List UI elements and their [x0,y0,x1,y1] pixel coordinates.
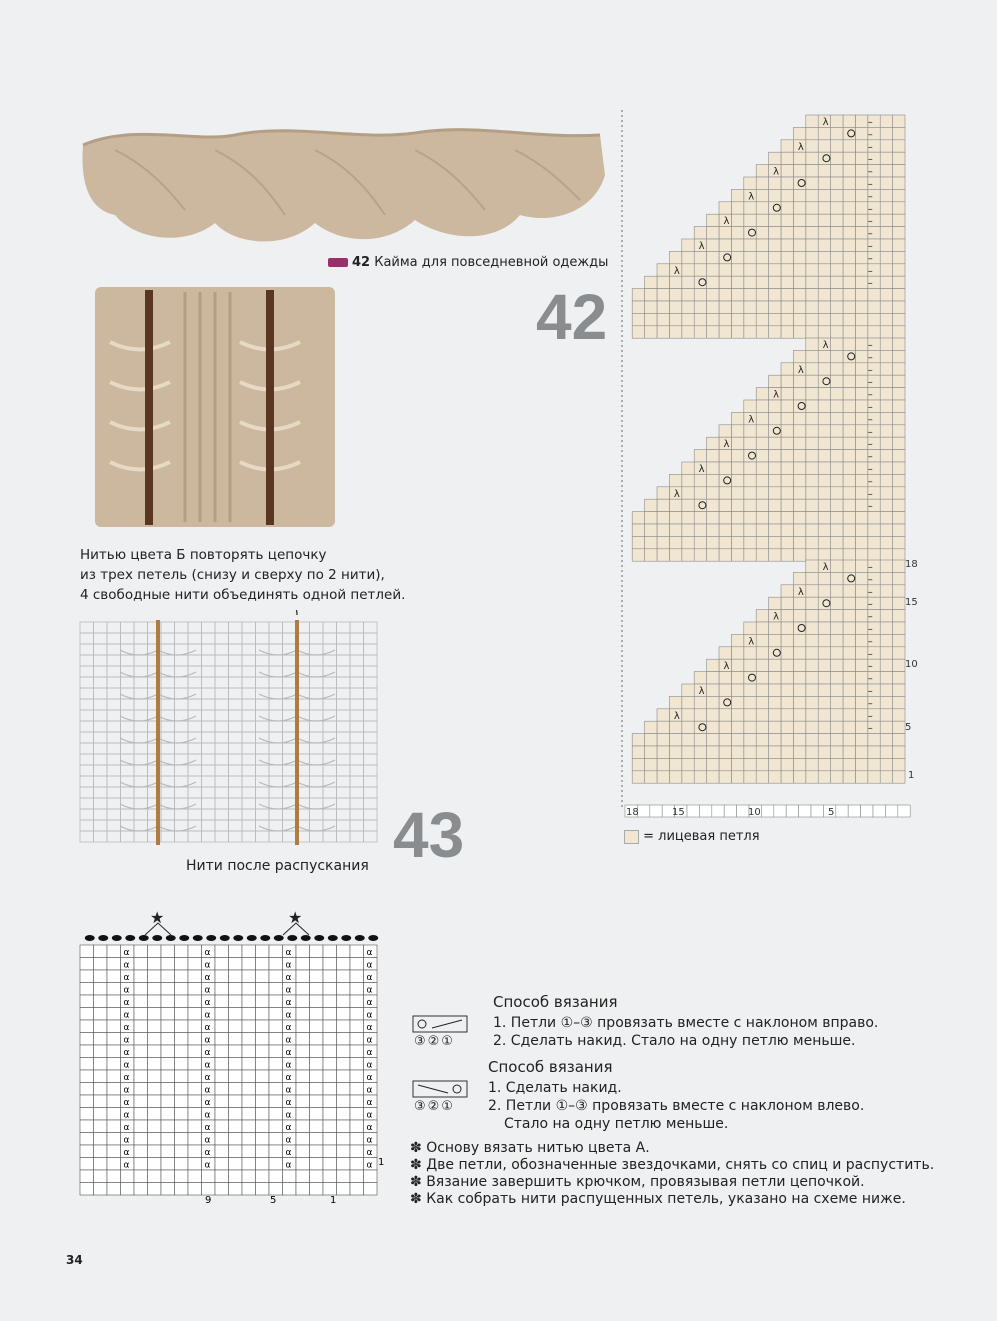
svg-text:1: 1 [330,1195,337,1206]
svg-text:α: α [204,1110,211,1121]
svg-text:λ: λ [797,364,804,376]
svg-text:α: α [123,1073,130,1083]
svg-text:α: α [204,1073,211,1083]
pattern-42-caption: 42 Кайма для повседневной одежды [328,255,608,270]
svg-text:–: – [867,562,873,573]
svg-text:–: – [867,402,873,413]
svg-text:–: – [867,574,873,586]
svg-text:α: α [366,1148,373,1158]
svg-text:α: α [366,960,373,971]
svg-text:–: – [867,464,873,475]
svg-text:–: – [867,203,873,215]
svg-text:α: α [285,960,292,971]
svg-text:–: – [867,166,873,178]
svg-text:α: α [204,1010,211,1021]
svg-text:–: – [867,179,873,190]
svg-text:α: α [285,1010,292,1021]
svg-text:α: α [366,985,373,996]
svg-text:α: α [285,1135,292,1146]
svg-text:α: α [366,1135,373,1146]
legend-knit-stitch: = лицевая петля [624,829,760,844]
svg-text:α: α [204,1123,211,1133]
svg-text:λ: λ [723,661,730,673]
list-item: ✽ Основу вязать нитью цвета А. [410,1140,650,1156]
method-1: Способ вязания 1. Петли ①–③ провязать вместе с наклоном вправо. 2. Сделать накид. Стало на одну петлю меньше. [493,993,879,1049]
pattern-43-assembly-chart [75,610,395,860]
svg-text:α: α [123,1023,130,1033]
svg-text:α: α [366,1060,373,1071]
pattern-43-chart [75,905,395,1210]
svg-text:λ: λ [797,586,804,598]
svg-text:λ: λ [698,464,705,475]
svg-text:10: 10 [748,807,761,818]
svg-text:α: α [366,1085,373,1096]
svg-text:5: 5 [905,722,912,733]
svg-text:α: α [285,973,292,983]
page-number: 34 [66,1253,83,1267]
yarn-over-icon [453,1085,461,1093]
svg-text:–: – [867,141,873,153]
svg-text:–: – [867,648,873,660]
svg-text:α: α [123,948,130,958]
svg-text:λ: λ [773,166,780,178]
method-1-title: Способ вязания [493,993,618,1011]
svg-text:α: α [123,1085,130,1096]
list-item: ✽ Как собрать нити распущенных петель, указано на схеме ниже. [410,1191,906,1207]
row-labels [905,559,918,781]
svg-text:α: α [204,1048,211,1058]
svg-text:–: – [867,129,873,141]
svg-text:α: α [204,973,211,983]
star-icon: ★ [150,908,165,927]
svg-text:–: – [867,352,873,364]
svg-text:α: α [285,1098,292,1108]
svg-text:15: 15 [672,807,685,818]
svg-text:α: α [285,1023,292,1033]
svg-text:–: – [867,439,873,451]
svg-text:α: α [123,960,130,971]
svg-text:α: α [204,998,211,1008]
pattern-42-chart [620,110,920,830]
pattern-43-number: 43 [393,799,465,871]
svg-text:–: – [867,340,873,351]
svg-text:5: 5 [828,807,835,818]
svg-text:–: – [867,426,873,438]
bullet-icon: ✽ [410,1157,427,1173]
svg-text:λ: λ [673,488,680,500]
svg-text:λ: λ [698,686,705,697]
svg-text:α: α [204,1035,211,1046]
svg-text:α: α [285,948,292,958]
bullet-icon: ✽ [410,1174,427,1190]
svg-text:α: α [123,1010,130,1021]
svg-text:α: α [366,1048,373,1058]
svg-text:λ: λ [822,340,829,351]
svg-text:α: α [285,1148,292,1158]
svg-text:α: α [123,998,130,1008]
svg-text:α: α [204,985,211,996]
svg-text:λ: λ [822,562,829,573]
svg-text:α: α [285,1073,292,1083]
svg-text:1: 1 [908,770,915,781]
svg-text:λ: λ [822,117,829,128]
svg-text:–: – [867,389,873,401]
svg-text:α: α [123,973,130,983]
svg-text:–: – [867,278,873,290]
svg-text:α: α [285,1110,292,1121]
svg-text:α: α [123,1110,130,1121]
svg-text:λ: λ [673,265,680,277]
svg-text:15: 15 [905,597,918,608]
svg-text:α: α [366,948,373,958]
pattern-42-number: 42 [536,281,608,353]
svg-text:λ: λ [723,216,730,228]
method-1-circles: ③②① [414,1034,455,1049]
svg-text:–: – [867,501,873,513]
pattern-43-note: Нитью цвета Б повторять цепочку из трех петель (снизу и сверху по 2 нити), 4 свободные нити объединять одной петлей. [80,547,406,603]
svg-text:α: α [204,1023,211,1033]
svg-text:α: α [285,1085,292,1096]
instructions-list [410,1140,934,1208]
svg-text:–: – [867,586,873,598]
svg-text:–: – [867,476,873,488]
svg-text:α: α [123,1123,130,1133]
svg-text:–: – [867,253,873,265]
pointing-hand-icon [328,258,348,267]
dropped-stitch-swatch-photo [90,282,340,532]
svg-text:α: α [366,1023,373,1033]
svg-text:α: α [123,1035,130,1046]
svg-text:–: – [867,216,873,228]
svg-text:α: α [204,1160,211,1171]
svg-text:λ: λ [723,439,730,451]
after-unravel-caption: Нити после распускания [186,858,369,874]
svg-text:5: 5 [270,1195,277,1206]
svg-text:α: α [285,1048,292,1058]
list-item: ✽ Две петли, обозначенные звездочками, снять со спиц и распустить. [410,1157,935,1173]
svg-text:–: – [867,698,873,710]
svg-text:1: 1 [378,1157,385,1168]
decrease-right-symbol [412,1015,472,1035]
svg-text:α: α [285,998,292,1008]
svg-text:–: – [867,661,873,673]
svg-text:α: α [366,1073,373,1083]
note-arrow [289,610,297,615]
svg-text:–: – [867,723,873,735]
svg-text:–: – [867,154,873,166]
svg-text:α: α [123,985,130,996]
svg-text:α: α [123,1048,130,1058]
method-2-circles: ③②① [414,1099,455,1114]
svg-text:α: α [123,1148,130,1158]
svg-text:18: 18 [626,807,639,818]
svg-text:–: – [867,451,873,463]
svg-text:–: – [867,377,873,389]
svg-text:α: α [366,973,373,983]
svg-text:–: – [867,673,873,685]
svg-text:–: – [867,117,873,128]
svg-text:α: α [366,1035,373,1046]
svg-text:α: α [366,1010,373,1021]
svg-text:9: 9 [205,1195,212,1206]
svg-text:α: α [285,1160,292,1171]
svg-text:α: α [285,1123,292,1133]
svg-text:–: – [867,241,873,252]
svg-text:–: – [867,611,873,623]
svg-text:α: α [204,948,211,958]
svg-text:–: – [867,599,873,611]
method-2: Способ вязания 1. Сделать накид. 2. Петли ①–③ провязать вместе с наклоном влево. Стало на одну петлю меньше. [488,1058,865,1132]
svg-text:18: 18 [905,559,918,570]
legend-swatch [624,830,639,844]
svg-text:α: α [285,1060,292,1071]
svg-text:λ: λ [748,191,755,203]
svg-text:λ: λ [773,389,780,401]
svg-text:λ: λ [797,141,804,153]
svg-text:α: α [123,1135,130,1146]
svg-text:α: α [204,1148,211,1158]
svg-text:–: – [867,364,873,376]
svg-text:α: α [366,1123,373,1133]
decrease-left-symbol [412,1080,472,1100]
list-item: ✽ Вязание завершить крючком, провязывая петли цепочкой. [410,1174,865,1190]
svg-text:α: α [123,1160,130,1171]
svg-text:α: α [285,1035,292,1046]
svg-text:–: – [867,686,873,697]
svg-text:α: α [366,1110,373,1121]
svg-text:–: – [867,710,873,722]
svg-text:α: α [204,960,211,971]
svg-text:α: α [366,998,373,1008]
star-icon: ★ [288,908,303,927]
svg-text:–: – [867,191,873,203]
svg-text:α: α [204,1060,211,1071]
method-2-title: Способ вязания [488,1058,613,1076]
bullet-icon: ✽ [410,1140,427,1156]
svg-text:–: – [867,488,873,500]
svg-text:α: α [204,1085,211,1096]
svg-text:α: α [123,1098,130,1108]
svg-text:λ: λ [748,636,755,648]
svg-text:–: – [867,636,873,648]
svg-text:10: 10 [905,659,918,670]
svg-text:–: – [867,265,873,277]
svg-text:α: α [366,1160,373,1171]
bullet-icon: ✽ [410,1191,427,1207]
svg-text:–: – [867,228,873,240]
svg-text:λ: λ [773,611,780,623]
svg-text:–: – [867,624,873,635]
svg-text:α: α [204,1135,211,1146]
svg-text:λ: λ [698,241,705,252]
svg-text:–: – [867,414,873,426]
svg-text:α: α [204,1098,211,1108]
svg-text:α: α [123,1060,130,1071]
svg-text:α: α [285,985,292,996]
svg-text:λ: λ [673,710,680,722]
svg-text:λ: λ [748,414,755,426]
border-swatch-photo [75,115,610,255]
svg-text:α: α [366,1098,373,1108]
yarn-over-icon [418,1020,426,1028]
